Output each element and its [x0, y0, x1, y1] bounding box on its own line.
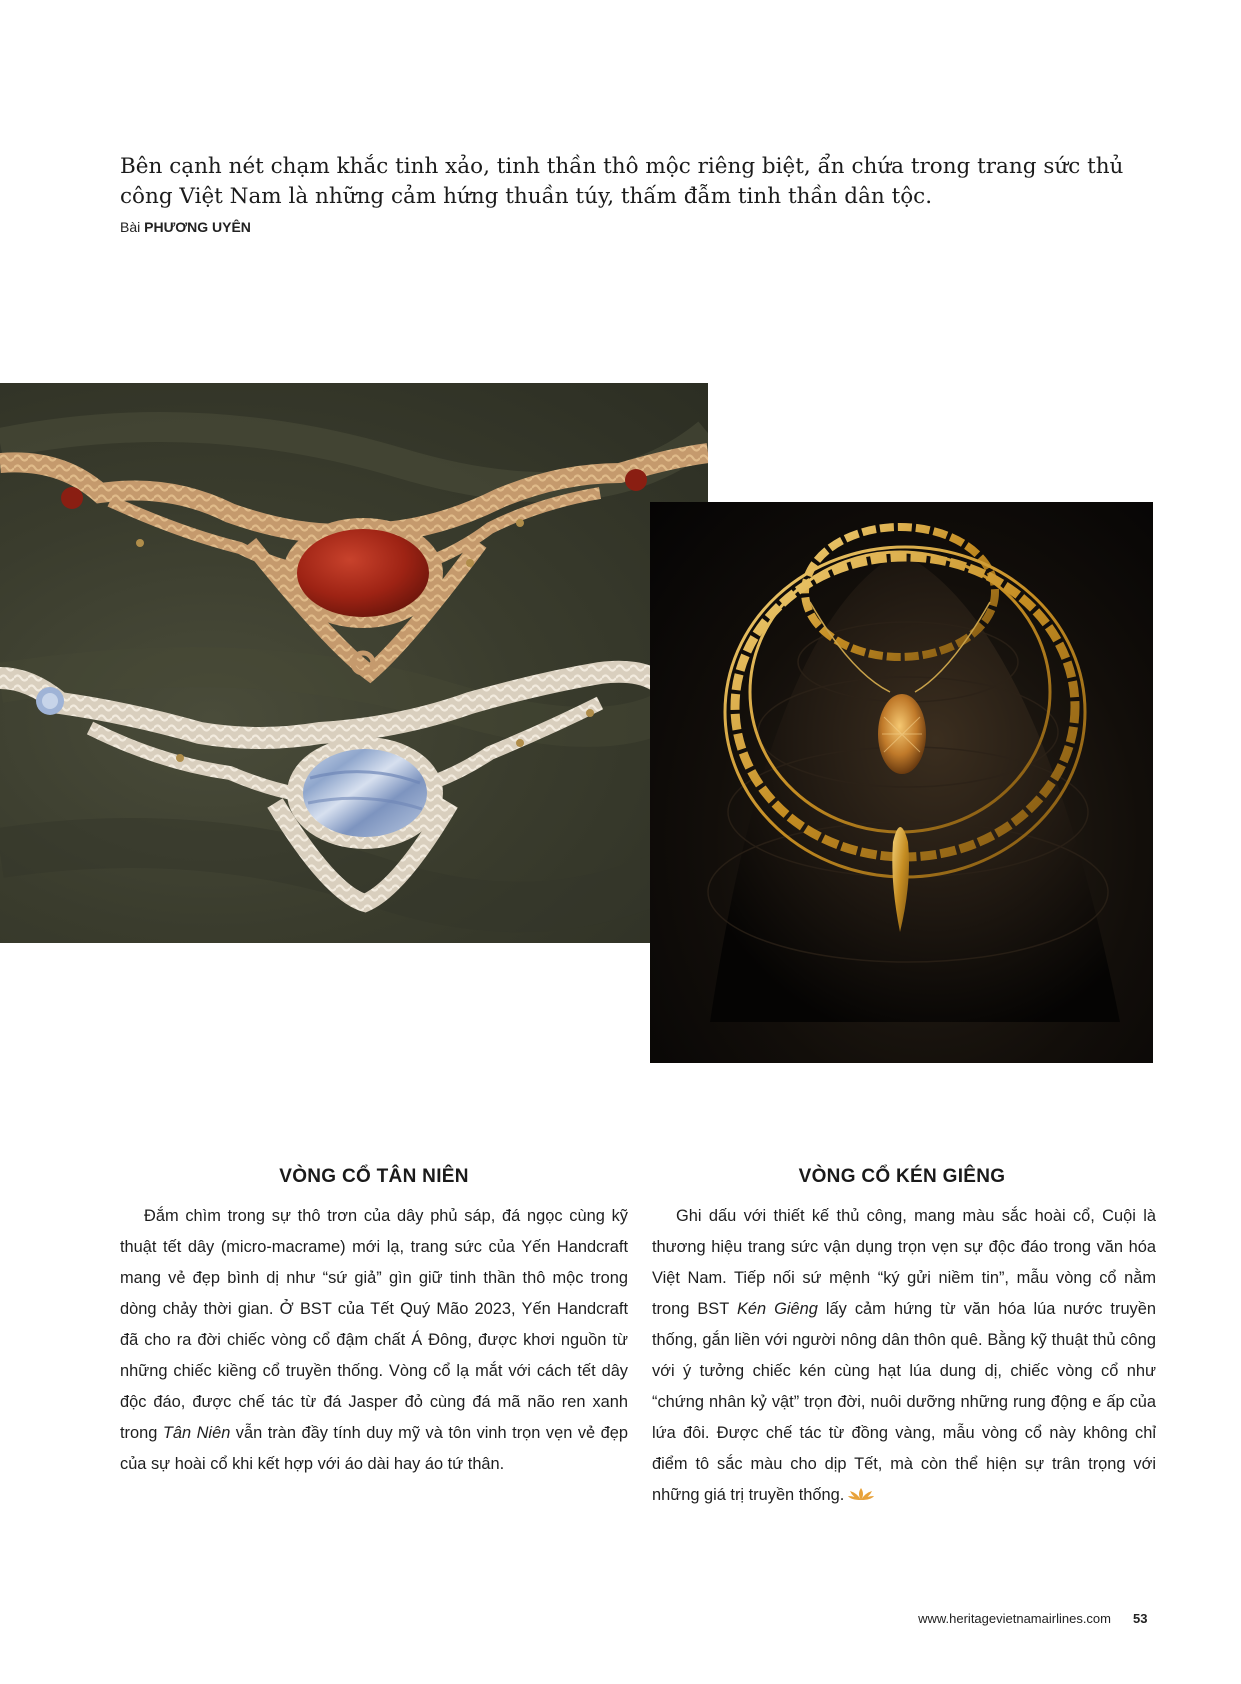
left-article-text-2: vẫn tràn đầy tính duy mỹ và tôn vinh trọn vẹn vẻ đẹp của sự hoài cổ khi kết hợp với áo dài hay áo tứ thân.	[120, 1424, 628, 1473]
byline-prefix: Bài	[120, 219, 141, 235]
right-article-body	[652, 1201, 1156, 1511]
footer-url: www.heritagevietnamairlines.com	[918, 1611, 1111, 1626]
left-article-collection-name: Tân Niên	[162, 1424, 231, 1442]
lead-paragraph: Bên cạnh nét chạm khắc tinh xảo, tinh thần thô mộc riêng biệt, ẩn chứa trong trang sức thủ công Việt Nam là những cảm hứng thuần túy, thấm đẫm tinh thần dân tộc.	[120, 154, 1124, 209]
byline-author: PHƯƠNG UYÊN	[144, 219, 251, 235]
left-article-body	[120, 1201, 628, 1480]
lotus-icon	[848, 1487, 874, 1501]
macrame-necklace-photo	[0, 383, 708, 943]
right-article-paragraph	[652, 1201, 1156, 1511]
left-article-title: VÒNG CỔ TÂN NIÊN	[279, 1166, 469, 1187]
right-article-text-1: Ghi dấu với thiết kế thủ công, mang màu sắc hoài cổ, Cuội là thương hiệu trang sức vận dụng trọn vẹn sự độc đáo trong văn hóa Việt Nam. Tiếp nối sứ mệnh “ký gửi niềm tin”, mẫu vòng cổ nằm trong BST	[652, 1207, 1156, 1318]
gold-necklace-photo	[650, 502, 1153, 1063]
right-article-collection-name: Kén Giêng	[736, 1300, 818, 1318]
right-article-title: VÒNG CỔ KÉN GIÊNG	[798, 1166, 1006, 1187]
page-number: 53	[1133, 1611, 1148, 1626]
left-article-text-1: Đắm chìm trong sự thô trơn của dây phủ sáp, đá ngọc cùng kỹ thuật tết dây (micro-macrame) mới lạ, trang sức của Yến Handcraft mang vẻ đẹp bình dị như “sứ giả” gìn giữ tinh thần thô mộc trong dòng chảy thời gian. Ở BST của Tết Quý Mão 2023, Yến Handcraft đã cho ra đời chiếc vòng cổ đậm chất Á Đông, được khơi nguồn từ những chiếc kiềng cổ truyền thống. Vòng cổ lạ mắt với cách tết dây độc đáo, được chế tác từ đá Jasper đỏ cùng đá mã não ren xanh trong	[120, 1207, 628, 1442]
byline	[120, 219, 251, 235]
left-article-paragraph	[120, 1201, 628, 1480]
right-article-text-2: lấy cảm hứng từ văn hóa lúa nước truyền thống, gắn liền với người nông dân thôn quê. Bằng kỹ thuật thủ công với ý tưởng chiếc kén cùng hạt lúa dung dị, chiếc vòng cổ như “chứng nhân kỷ vật” trọn đời, nuôi dưỡng những rung động e ấp của lứa đôi. Được chế tác từ đồng vàng, mẫu vòng cổ này không chỉ điểm tô sắc màu cho dịp Tết, mà còn thể hiện sự trân trọng với những giá trị truyền thống.	[652, 1300, 1156, 1504]
